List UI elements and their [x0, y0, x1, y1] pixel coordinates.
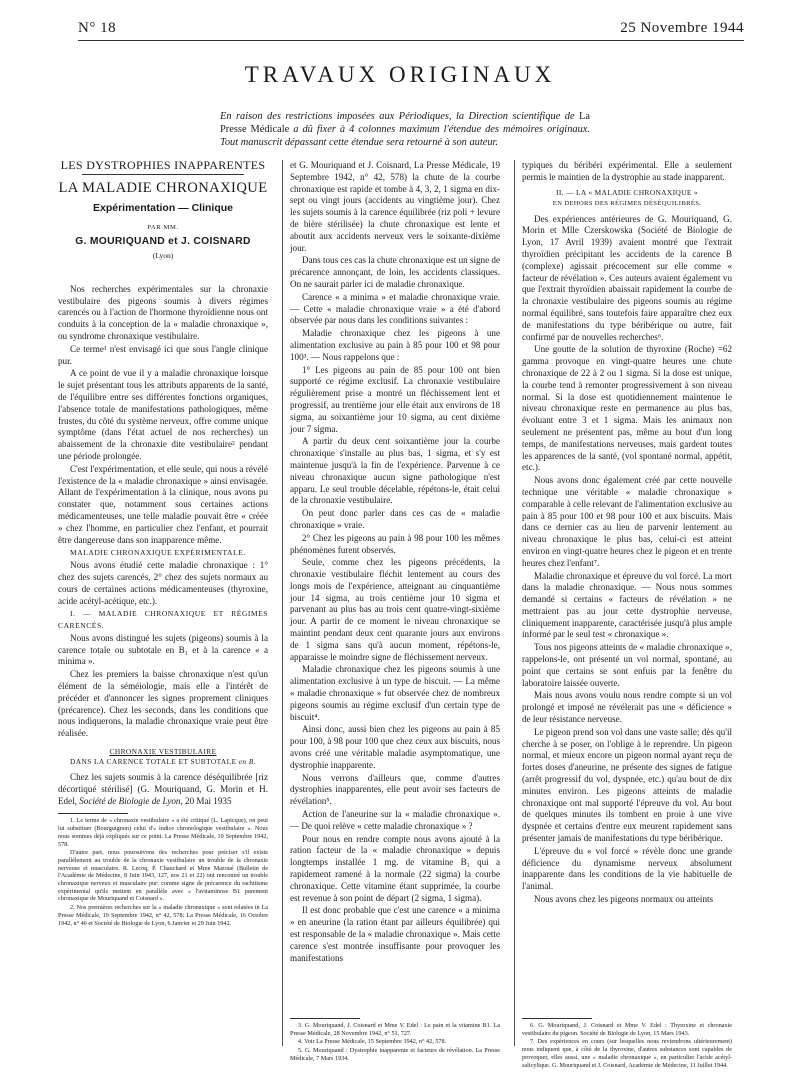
- paragraph: Tous nos pigeons atteints de « maladie chronaxique », rappelons-le, ont présenté un vol normal, spontané, au point que certains se sont enfuis par la fenêtre du laboratoire laissée ouverte.: [522, 642, 732, 688]
- page-header: [78, 20, 744, 42]
- section-title: TRAVAUX ORIGINAUX: [244, 62, 556, 87]
- paragraph: Mais nous avons voulu nous rendre compte si un vol prolongé et imposé ne révélerait pas une « déficience » de leur résistance nerveuse.: [522, 690, 732, 725]
- paragraph: Nos recherches expérimentales sur la chronaxie vestibulaire des pigeons soumis à divers régimes carencés ou à l'action de l'hormone thyroïdienne nous ont conduits à la conception de la « maladie chronaxique », ou syndrome chronaxique vestibulaire.: [58, 283, 268, 341]
- article-title: LA MALADIE CHRONAXIQUE: [58, 179, 268, 196]
- article-authors: G. MOURIQUAND et J. COISNARD: [75, 236, 251, 248]
- paragraph: 2° Chez les pigeons au pain à 98 pour 100 les mêmes phénomènes furent observés.: [290, 532, 500, 555]
- paragraph: Il est donc probable que c'est une carence « a minima » en aneurine (la ration étant par ailleurs équilibrée) qui est responsable de la « maladie chronaxique ». Mais cette carence s'est montrée insuffisante pour provoquer les manifestations: [290, 905, 500, 963]
- paragraph: Des expériences antérieures de G. Mouriquand, G. Morin et Mlle Czerskowska (Société de Biologie de Lyon, 17 Avril 1939) avaient montré que l'extrait thyroïdien précipitant les accidents de la carence B (complexe) agissait précocement sur elle comme « facteur de révélation ». Ces auteurs avaient également vu que l'extrait thyroïdien abaissait rapidement la courbe de la chronaxie vestibulaire des pigeons soumis au régime normal équilibré, sans toutefois faire apparaître chez eux de manifestations du type béribérique ou autre, fait confirmé par de nouvelles recherches⁶.: [522, 213, 732, 342]
- paragraph: Maladie chronaxique chez les pigeons à une alimentation exclusive au pain à 85 pour 100 et 98 pour 100³. — Nous rappelons que :: [290, 328, 500, 362]
- footnote: 3. G. Mouriquand, J. Coisnard et Mme V. Edel : Le pain et la vitamine B1. La Presse Médicale, 28 Novembre 1942, n° 51, 727.: [290, 1022, 500, 1037]
- paragraph-text: Chez les sujets soumis à la carence déséquilibrée [riz décortiqué stérilisé] (G. Mouriquand, G. Morin et H. Edel,: [58, 772, 268, 806]
- column-1: [58, 160, 268, 1048]
- footnote: D'autre part, nous poursuivons des recherches pour préciser s'il existe parallèlement au trouble de la chronaxie vestibulaire un trouble de la chronaxie nerveuse et musculaire. R. Lecoq, P. Chauchard et Mme Mazoué (Bulletin de l'Académie de Médecine, 8 Juin 1943, 127, nos 21 et 22) ont rencontré un trouble chronaxique nerveux et musculaire pur: comme signe de précarence du rachitisme expérimental qu'ils mettent en parallèle avec « l'avitaminose B1 purement chronaxique de Mouriquand et Coisnard ».: [58, 849, 268, 903]
- subheading-line: en B.: [238, 757, 256, 767]
- column-divider-2: [514, 160, 515, 1046]
- footnote: 4. Voir La Presse Médicale, 15 Septembre 1942, n° 42, 578.: [298, 1038, 447, 1046]
- notice-text-2: a dû fixer à 4 colonnes maximum l'étendue des mémoires originaux. Tout manuscrit dépassant cette étendue sera retourné à son auteur.: [220, 124, 590, 148]
- issue-date: 25 Novembre 1944: [620, 20, 744, 36]
- paragraph: Nous verrons d'ailleurs que, comme d'autres dystrophies inapparentes, elle peut avoir ses facteurs de révélation⁵.: [290, 772, 500, 807]
- kicker-rule: [82, 174, 244, 175]
- paragraph: Nous avons distingué les sujets (pigeons) soumis à la carence totale ou subtotale en B₁ et à la carence « a minima ».: [58, 632, 268, 667]
- subheading-line: II. — LA « MALADIE CHRONAXIQUE »: [556, 187, 698, 197]
- header-rule: [78, 40, 744, 41]
- article-kicker: LES DYSTROPHIES INAPPARENTES: [60, 158, 266, 172]
- column-3-footnotes: [522, 1018, 732, 1070]
- subheading-line: CHRONAXIE VESTIBULAIRE: [109, 747, 217, 757]
- issue-number: N° 18: [78, 20, 117, 36]
- article-subtitle: Expérimentation — Clinique: [92, 201, 234, 214]
- paragraph-text: , 20 Mai 1935: [180, 795, 232, 806]
- subheading: I. — MALADIE CHRONAXIQUE ET RÉGIMES CARENCÉS.: [58, 609, 268, 631]
- paragraph: Maladie chronaxique chez les pigeons soumis à une alimentation exclusive à un type de biscuit. — La même « maladie chronaxique » fut observée chez de nombreux pigeons soumis au régime exclusif d'un certain type de biscuit⁴.: [290, 664, 500, 722]
- paragraph: [58, 772, 268, 807]
- column-3: [522, 160, 732, 1006]
- paragraph: A ce point de vue il y a maladie chronaxique lorsque le sujet présentant tous les attributs apparents de la santé, de l'équilibre entre ses différentes fonctions organiques, l'absence totale de manifestations pathologiques, même frustes, du côté du système nerveux, offre comme unique symptôme (dans l'état actuel de nos recherches) un abaissement de la chronaxie dite vestibulaire² pendant une période prolongée.: [58, 368, 268, 461]
- footnote: 6. G. Mouriquand, J. Coisnard et Mme V. Edel : Thyroxine et chronaxie vestibulaire du pigeon. Société de Biologie de Lyon, 15 Mars 1943.: [522, 1022, 732, 1037]
- footnote-rule: [290, 1018, 360, 1019]
- paragraph: Ce terme¹ n'est envisagé ici que sous l'angle clinique pur.: [58, 343, 268, 366]
- column-2-footnotes: [290, 1018, 500, 1064]
- paragraph: Maladie chronaxique et épreuve du vol forcé. La mort dans la maladie chronaxique. — Nous nous sommes demandé si certains « facteurs de révélation » ne mettraient pas au jour cette dystrophie nerveuse, cliniquement inapparente, caractérisée jusqu'à plus ample informé par le seul test « chronaxique ».: [522, 570, 732, 640]
- notice-journal: La Presse Médicale: [220, 111, 590, 135]
- column-divider-1: [282, 160, 283, 1046]
- paragraph: Seule, comme chez les pigeons précédents, la chronaxie vestibulaire fléchit lentement au cours des longs mois de l'expérience, atteignant au cinquantième jour 14 sigma, au trois centième jour 10 sigma et parvenant au plus bas au trois cent quatre-vingt-sixième jour. A partir de ce moment le niveau chronaxique se maintint pendant deux cent quarante jours aux environs de 1 sigma sans qu'à aucun moment, répétons-le, apparaisse le moindre signe de fléchissement nerveux.: [290, 557, 500, 662]
- subheading-centered: [522, 188, 732, 209]
- paragraph: Chez les premiers la baisse chronaxique n'est qu'un élément de la séméiologie, mais elle a l'intérêt de précéder et d'annoncer les signes proprement cliniques (précarence). Chez les seconds, dans les conditions que nous indiquerons, la maladie chronaxique vraie peut être réalisée.: [58, 669, 268, 739]
- paragraph: Nous avons chez les pigeons normaux ou atteints: [534, 894, 714, 905]
- paragraph: Une goutte de la solution de thyroxine (Roche) =62 gamma provoque en vingt-quatre heures une chute chronaxique de 22 à 2 ou 1 sigma. Si la dose est unique, la courbe tend à remonter progressivement à son niveau normal. Si la dose est quotidiennement maintenue le niveau chronaxique reste en permanence au plus bas, évoluant entre 3 et 1 sigma. Mais les animaux non seulement ne présentent pas, même au bout d'un long temps, de manifestations nerveuses, mais gardent toutes les apparences de la santé, (vol spontané normal, appétit, etc.).: [522, 344, 732, 473]
- paragraph: C'est l'expérimentation, et elle seule, qui nous a révélé l'existence de la « maladie chronaxique » ainsi envisagée. Allant de l'expérimentation à la clinique, nous avons pu constater que, notamment sous certaines actions médicamenteuses, une telle maladie pouvait être « créée » chez l'homme, en particulier chez l'enfant, et pourrait être dangereuse dans son inapparence même.: [58, 463, 268, 545]
- footnote: 2. Nos premières recherches sur la « maladie chronaxique » sont relatées in La Presse Médicale, 19 Septembre 1942, n° 42, 578; La Presse Médicale, 16 Octobre 1942, n° 46 et Société de Biologie de Lyon, 6 Janvier et 29 Juin 1942.: [58, 904, 268, 927]
- paragraph: L'épreuve du « vol forcé » révèle donc une grande déficience du dynamisme nerveux absolument inapparente dans les conditions de la vie habituelle de l'animal.: [522, 845, 732, 892]
- subheading: MALADIE CHRONAXIQUE EXPÉRIMENTALE.: [70, 548, 246, 558]
- column-2: [290, 160, 500, 1006]
- subheading-centered: [58, 747, 268, 767]
- paragraph: On peut donc parler dans ces cas de « maladie chronaxique » vraie.: [290, 508, 500, 530]
- article-location: (Lyon): [152, 250, 174, 260]
- paragraph: Nous avons étudié cette maladie chronaxique : 1° chez des sujets carencés, 2° chez des sujets normaux au cours de certaines actions médicamenteuses (thyroxine, acide acétyl-acétique, etc.).: [58, 560, 268, 606]
- article-par: PAR MM.: [147, 224, 179, 232]
- notice-text-1: En raison des restrictions imposées aux Périodiques, la Direction scientifique de: [220, 111, 580, 122]
- paragraph: Pour nous en rendre compte nous avons ajouté à la ration facteur de la « maladie chronaxique » depuis longtemps installée 1 mg. de vitamine B₁ qui a rapidement ramené à la normale (22 sigma) la courbe chronaxique. Cette vitamine étant supprimée, la courbe est revenue à son point de départ (2 sigma, 1 sigma).: [290, 833, 500, 903]
- paragraph: et G. Mouriquand et J. Coisnard, La Presse Médicale, 19 Septembre 1942, n° 42, 578) la chute de la courbe chronaxique est rapide et tombe à 4, 3, 2, 1 sigma en dix-sept ou vingt jours (accidents au vingtième jour). Chez les sujets soumis à la carence équilibrée (riz poli + levure de bière stérilisée) la chute chronaxique est lente et aboutit aux accidents nerveux vers le soixante-dixième jour.: [290, 160, 500, 253]
- footnote-rule: [58, 813, 128, 814]
- footnote-rule: [522, 1018, 592, 1019]
- paragraph: 1° Les pigeons au pain de 85 pour 100 ont bien supporté ce régime exclusif. La chronaxie vestibulaire régulièrement prise a montré un fléchissement lent et progressif, au trentième jour elle était aux environs de 18 sigma, au soixantième jour 10 sigma, au cent dixième jour 7 sigma.: [290, 364, 500, 434]
- footnote: 1. Le terme de « chronaxie vestibulaire » a été critiqué (L. Lapicque), on peut lui substituer (Bourguignon) celui d'« indice chronologique vestibulaire ». Nous nous sommes déjà expliqués sur ce point. La Presse Médicale, 19 Septembre 1942, 578.: [58, 817, 268, 848]
- editorial-notice: [220, 110, 590, 149]
- subheading-line: EN DEHORS DES RÉGIMES DÉSÉQUILIBRÉS.: [552, 199, 702, 207]
- paragraph: typiques du béribéri expérimental. Elle a seulement permis le maintien de la dystrophie au stade inapparent.: [522, 160, 732, 182]
- subheading-line: DANS LA CARENCE TOTALE ET SUBTOTALE: [70, 757, 237, 767]
- footnote: 7. Des expériences en cours (sur lesquelles nous reviendrons ultérieurement) nous indiquent que, à côté de la thyroxine, d'autres substances sont capables de provoquer, elles aussi, une « maladie chronaxique », en particulier l'acide acétyl-salicylique. G. Mouriquand et J. Coisnard, Académie de Médecine, 11 Juillet 1944.: [522, 1038, 732, 1069]
- paragraph: Carence « a minima » et maladie chronaxique vraie. — Cette « maladie chronaxique vraie » a été d'abord observée par nous dans les conditions suivantes :: [290, 291, 500, 326]
- paragraph: Le pigeon prend son vol dans une vaste salle; dès qu'il cherche à se poser, on l'oblige à le reprendre. Un pigeon normal, et mieux encore un pigeon normal ayant reçu de fortes doses d'aneurine, ne présente des signes de fatigue (arrêt progressif du vol, dyspnée, etc.) qu'au bout de dix minutes environ. Les pigeons atteints de maladie chronaxique ont mal supporté l'épreuve du vol. Au bout de quelques minutes ils tombent en proie à une vive dyspnée et certains d'entre eux meurent rapidement sans présenter jamais de manifestations du type béribérique.: [522, 726, 732, 844]
- paragraph: A partir du deux cent soixantième jour la courbe chronaxique s'installe au plus bas, 1 sigma, et s'y est maintenue jusqu'à la fin de l'expérience. Parvenue à ce niveau chronaxique aucun signe pathologique n'est apparu. Le seul trouble décelable, répétons-le, était celui de la chronaxie vestibulaire.: [290, 436, 500, 506]
- paragraph: Action de l'aneurine sur la « maladie chronaxique ». — De quoi relève « cette maladie chronaxique » ?: [290, 809, 500, 831]
- paragraph: Nous avons donc également créé par cette nouvelle technique une véritable « maladie chronaxique » comparable à celle relevant de l'alimentation exclusive au pain à 85 pour 100 et 98 pour 100 et aux biscuits. Mais dans ce dernier cas au lieu de parvenir lentement au niveau chronaxique le plus bas, celui-ci est atteint environ en vingt-quatre heures chez le pigeon et en trente heures chez l'enfant⁷.: [522, 475, 732, 568]
- footnote: 5. G. Mouriquand : Dystrophie inapparente et facteurs de révélation. La Presse Médicale, 7 Mars 1934.: [290, 1047, 500, 1062]
- paragraph: Ainsi donc, aussi bien chez les pigeons au pain à 85 pour 100, à 98 pour 100 que chez ceux aux biscuits, nous avons créé une véritable maladie asymptomatique, une dystrophie inapparente.: [290, 724, 500, 770]
- citation: Société de Biologie de Lyon: [79, 795, 181, 806]
- paragraph: Dans tous ces cas la chute chronaxique est un signe de précarence annonçant, de loin, les accidents classiques. On ne saurait parler ici de maladie chronaxique.: [290, 255, 500, 289]
